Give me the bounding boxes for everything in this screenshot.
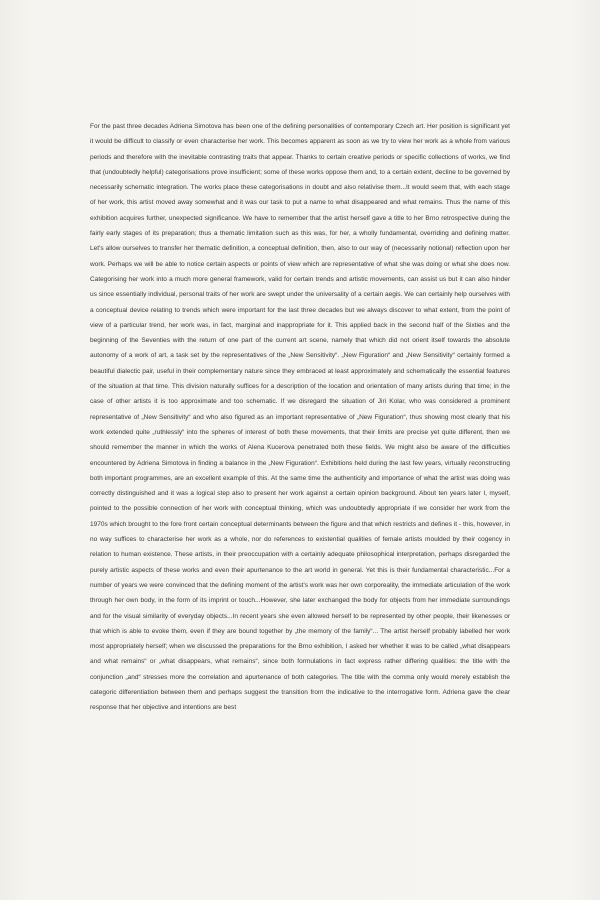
body-paragraph: For the past three decades Adriena Simotova has been one of the defining personalities of contemporary Czech art. Her position is significant yet it would be difficult to classify or even characterise her work. This becomes apparent as soon as we try to view her work as a whole from various periods and therefore with the inevitable contrasting traits that appear. Thanks to certain creative periods or specific collections of works, we find that (undoubtedly helpful) categorisations prove insufficient; some of these works oppose them and, to a certain extent, decline to be governed by necessarily schematic integration. The works place these categorisations in doubt and also relativise them...It would seem that, with each stage of her work, this artist moved away somewhat and it was our task to put a name to what disappeared and what remains. Thus the name of this exhibition acquires further, unexpected significance. We have to remember that the artist herself gave a title to her Brno retrospective during the fairly early stages of its preparation; thus a thematic limitation such as this was, for her, a wholly fundamental, overriding and defining matter. Let's allow ourselves to transfer her thematic definition, a conceptual definition, then, also to our way of (necessarily notional) reflection upon her work. Perhaps we will be able to notice certain aspects or points of view which are representative of what she was doing or what she does now. Categorising her work into a much more general framework, valid for certain trends and artistic movements, can assist us but it can also hinder us since essentially individual, personal traits of her work are swept under the universality of a certain aegis. We can certainly help ourselves with a conceptual device relating to trends which were important for the last three decades but we always discover to what extent, from the point of view of a particular trend, her work was, in fact, marginal and inappropriate for it. This applied back in the second half of the Sixties and the beginning of the Seventies with the return of one part of the current art scene, namely that which did not orient itself towards the absolute autonomy of a work of art, a task set by the representatives of the „New Sensitivity“. „New Figuration“ and „New Sensitivity“ certainly formed a beautiful dialectic pair, useful in their complementary nature since they embraced at least approximately and schematically the essential features of the situation at that time. This division naturally suffices for a description of the location and orientation of many artists during that time; in the case of other artists it is too approximate and too schematic. If we disregard the situation of Jiri Kolar, who was considered a prominent representative of „New Sensitivity“ and who also figured as an important representative of „New Figuration“, thus showing most clearly that his work extended quite „ruthlessly“ into the spheres of interest of both these movements, that their limits are precise yet quite different, then we should remember the manner in which the works of Alena Kucerova penetrated both these fields. We might also be aware of the difficulties encountered by Adriena Simotova in finding a balance in the „New Figuration“. Exhibitions held during the last few years, virtually reconstructing both important programmes, are an excellent example of this. At the same time the authenticity and importance of what the artist was doing was correctly distinguished and it was a logical step also to present her work against a certain opinion background. About ten years later I, myself, pointed to the possible connection of her work with conceptual thinking, which was undoubtedly appropriate if we consider her work from the 1970s which brought to the fore front certain conceptual determinants between the figure and that which restricts and defines it - this, however, in no way suffices to characterise her work as a whole, nor do references to existential qualities of female artists moulded by their cogency in relation to human existence. These artists, in their preoccupation with a certainly adequate philosophical interpretation, perhaps disregarded the purely artistic aspects of these works and even their apurtenance to the art world in general. Yet this is their fundamental characteristic...For a number of years we were convinced that the defining moment of the artist's work was her own corporeality, the immediate articulation of the work through her own body, in the form of its imprint or touch...However, she later exchanged the body for objects from her immediate surroundings and for the visual similarity of everyday objects...In recent years she even allowed herself to be represented by other people, their likenesses or that which is able to evoke them, even if they are bound together by „the memory of the family“... The artist herself probably labelled her work most appropriately herself; when we discussed the preparations for the Brno exhibition, I asked her whether it was to be called „what disappears and what remains“ or „what disappears, what remains“, since both formulations in fact express rather differing qualities: the title with the conjunction „and“ stresses more the correlation and apurtenance of both categories. The title with the comma only would merely establish the categoric differentiation between them and perhaps suggest the transition from the indicative to the interrogative form. Adriena gave the clear response that her objective and intentions are best [90,123,510,712]
